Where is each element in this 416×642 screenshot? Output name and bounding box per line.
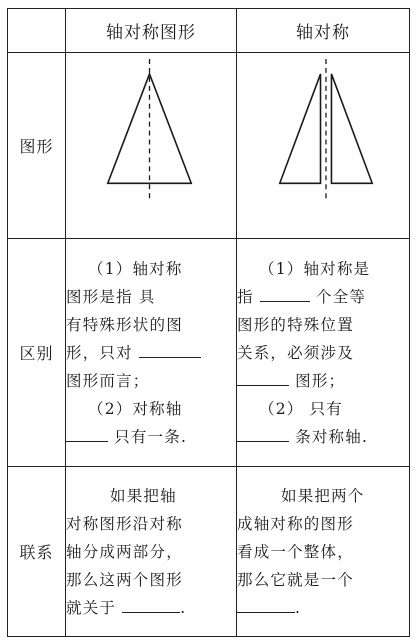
difference-row xyxy=(8,239,410,467)
text-line-with-blank xyxy=(66,594,236,622)
connection-row xyxy=(8,467,410,637)
header-axisymmetric-figure: 轴对称图形 xyxy=(66,9,237,53)
answer-blank xyxy=(139,343,201,358)
text-line: 有特殊形状的图 xyxy=(66,315,183,334)
text-fragment: . xyxy=(180,598,187,617)
text-line: 那么它就是一个 xyxy=(237,570,354,589)
text-line-with-blank xyxy=(237,423,409,451)
right-right-triangle xyxy=(331,74,372,183)
comparison-table xyxy=(7,8,410,637)
answer-blank xyxy=(260,287,310,302)
text-fragment: 个全等 xyxy=(315,287,367,306)
text-fragment: 图形； xyxy=(295,371,346,390)
mirrored-triangles-diagram xyxy=(237,53,409,238)
connection-axisymmetric-text xyxy=(66,467,237,637)
text-fragment: 条对称轴. xyxy=(295,427,369,446)
answer-blank xyxy=(122,598,180,613)
text-fragment: 只有一条. xyxy=(114,427,188,446)
text-line: 如果把两个 xyxy=(281,486,365,505)
text-line-with-blank xyxy=(237,594,409,622)
figure-axisymmetric-triangle xyxy=(66,53,237,239)
figure-axial-symmetry-pair xyxy=(237,53,410,239)
answer-blank xyxy=(237,371,289,386)
text-fragment: 就关于 xyxy=(66,598,117,617)
text-line: 图形是指 具 xyxy=(66,287,156,306)
text-line: 看成一个整体， xyxy=(237,542,354,561)
text-fragment: . xyxy=(295,598,302,617)
isosceles-triangle-diagram xyxy=(66,53,236,238)
row-label-figure: 图形 xyxy=(8,53,66,239)
text-line: 那么这两个图形 xyxy=(66,570,183,589)
text-line: 如果把轴 xyxy=(110,486,177,505)
corner-cell xyxy=(8,9,66,53)
text-line: 轴分成两部分， xyxy=(66,542,183,561)
left-right-triangle xyxy=(280,74,321,183)
figure-row xyxy=(8,53,410,239)
text-line: 图形的特殊位置 xyxy=(237,315,354,334)
connection-axial-symmetry-text xyxy=(237,467,410,637)
difference-axisymmetric-text xyxy=(66,239,237,467)
text-line: 图形而言； xyxy=(66,371,150,390)
header-row xyxy=(8,9,410,53)
text-fragment: 形，只对 xyxy=(66,343,133,362)
text-line: （1）轴对称是 xyxy=(259,259,371,278)
header-axial-symmetry: 轴对称 xyxy=(237,9,410,53)
text-line-with-blank xyxy=(66,423,236,451)
text-line-with-blank xyxy=(66,339,236,367)
text-line: （2） 只有 xyxy=(259,399,343,418)
difference-axial-symmetry-text xyxy=(237,239,410,467)
text-line: 关系，必须涉及 xyxy=(237,343,354,362)
answer-blank xyxy=(237,427,289,442)
row-label-connection: 联系 xyxy=(8,467,66,637)
text-line: 对称图形沿对称 xyxy=(66,514,183,533)
answer-blank xyxy=(66,427,108,442)
text-line-with-blank xyxy=(237,283,409,311)
text-line-with-blank xyxy=(237,367,409,395)
text-line: （1）轴对称 xyxy=(88,259,183,278)
row-label-difference: 区别 xyxy=(8,239,66,467)
text-line: 成轴对称的图形 xyxy=(237,514,354,533)
text-line: （2）对称轴 xyxy=(88,399,183,418)
answer-blank xyxy=(237,598,295,613)
text-fragment: 指 xyxy=(237,287,254,306)
